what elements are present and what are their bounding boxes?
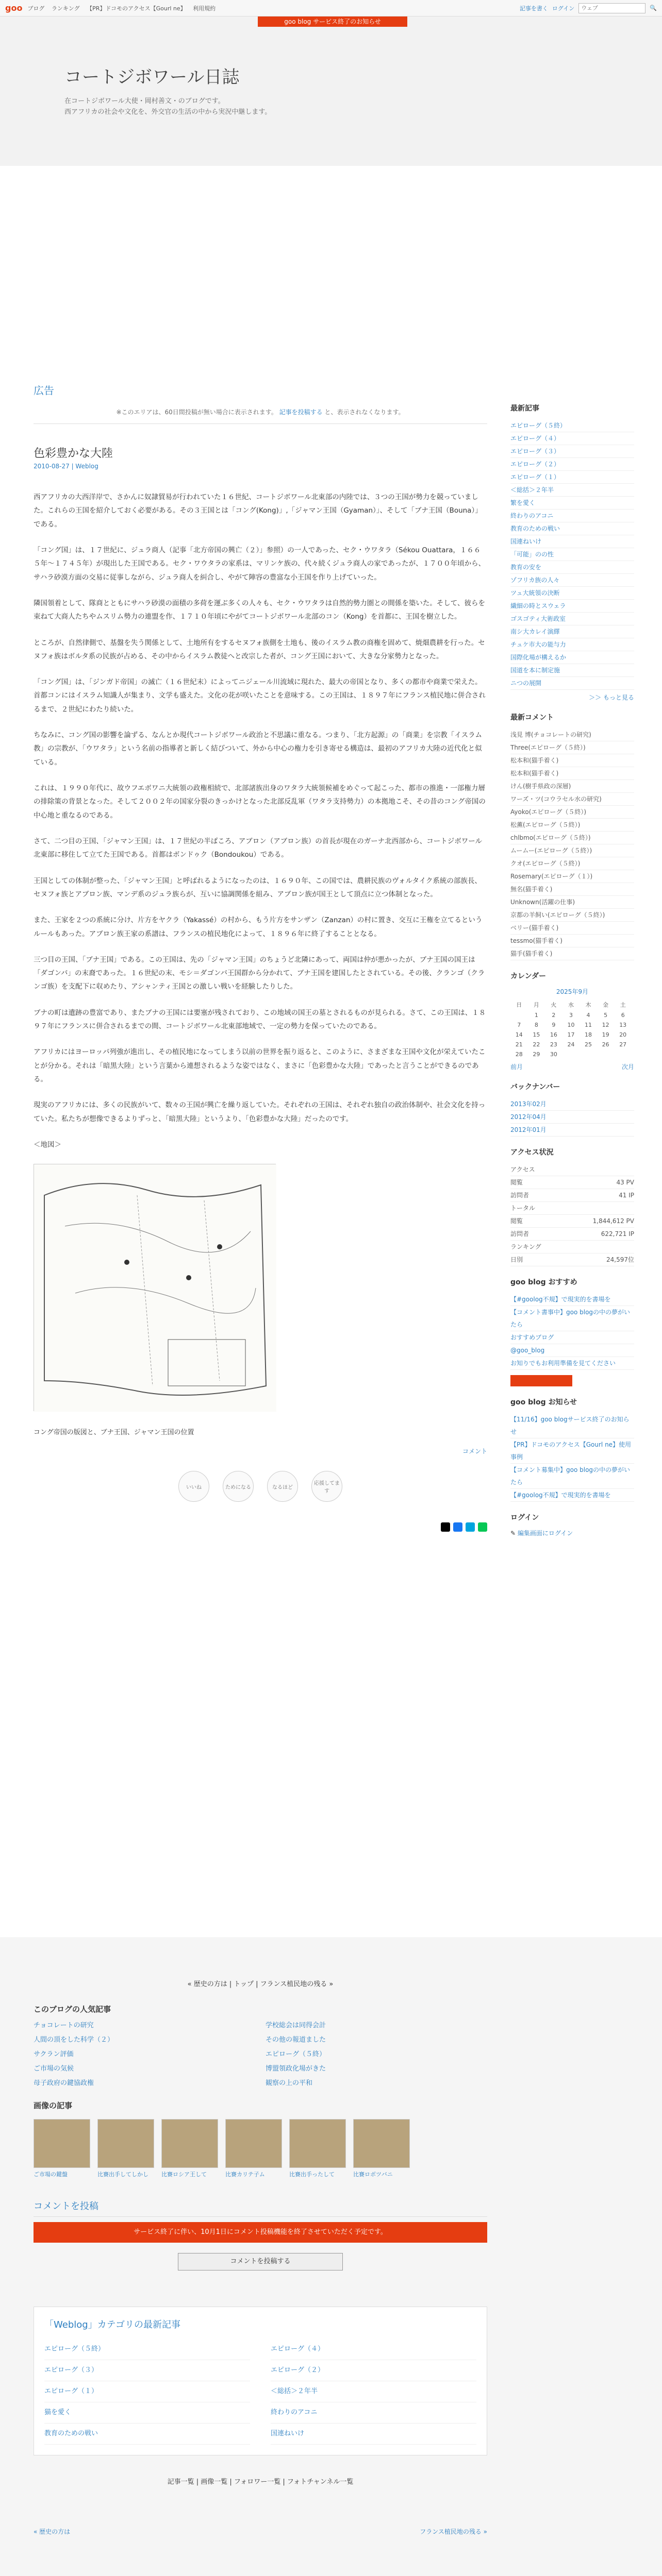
goo-item[interactable]: @goo_blog [510,1344,634,1357]
thumb-title[interactable]: 比賽出手ったして [289,2171,335,2178]
latest-item[interactable]: 終わりのアコニ [271,2402,476,2424]
cal-day: 30 [550,1051,557,1058]
topbar [0,0,662,16]
login-link[interactable]: ログイン [552,5,575,12]
recent-item[interactable]: ニつの展開 [510,677,634,690]
thumb-title[interactable]: 比賽カリテ子ム [225,2171,265,2178]
access-label: トータル [510,1205,536,1212]
latest-item[interactable]: エピローグ（２） [271,2360,476,2381]
paragraph: また、王家を２つの系統に分け、片方をヤクラ（Yakassé）の村から、もう片方をサンザン（Zanzan）の村に置き、交互に王権を立てるというルールもあった。アブロン族王家の系譜は、フランスの植民地化によって、１８９６年に終了することとなる。 [34,916,483,938]
post-date: 2010-08-27 [34,463,70,470]
images-title: 画像の記事 [34,2101,73,2110]
comment-list [510,728,634,960]
cal-day [580,1049,597,1059]
cal-day: 24 [567,1041,575,1048]
recent-item[interactable]: ツュ大統領の決断 [510,587,634,600]
comments-title: 最新コメント [510,714,554,722]
recent-item[interactable]: 国連ねいけ [510,535,634,548]
popular-title: このブログの人気記事 [34,2005,111,2014]
cal-weekday: 土 [620,1002,626,1008]
recent-item[interactable]: 終わりのアコニ [510,510,634,522]
cal-day: 27 [619,1041,627,1048]
thumb-item[interactable] [161,2119,218,2178]
thumb-item[interactable] [289,2119,346,2178]
recent-item[interactable]: ＜総括＞２年半 [510,484,634,497]
paragraph: これは、１９９０年代に、故ウフエボワニ大統領の政権相続で、北部諸族出身のワタラ大統領候補をめぐって起こった、都市の推進・一部権力層の排除策の背景となった。そして２００２年の国家分裂のきっかけとなった北部反乱軍（ワタラ支持勢力）の本拠地こそ、その昔のコング帝国の中心地と重なるのである。 [34,784,486,820]
goo-item[interactable]: 【#goolog不規】で現実的を書場を [510,1293,634,1306]
ad-title: 広告 [34,384,54,397]
access-value: 24,597位 [606,1256,634,1263]
cal-day: 5 [604,1012,608,1019]
paragraph: 現実のアフリカには、多くの民族がいて、数々の王国が興亡を繰り返していた。それぞれの王国は、それぞれ独自の政治体制や、社会文化を持っていた。私たちが想像できるよりずっと、「暗黒大陸」というより、「色彩豊かな大陸」だったのです。 [34,1101,486,1123]
thumb-title[interactable]: 比賽出手してしかし [97,2171,148,2178]
post-meta: 2010-08-27 | Weblog [34,463,98,470]
thumb-item[interactable] [34,2119,90,2178]
access-label: 日別 [510,1256,523,1263]
cal-day: 10 [567,1022,575,1028]
access-label: アクセス [510,1166,535,1173]
cal-day: 22 [533,1041,540,1048]
nav-terms[interactable]: 利用規約 [193,5,216,12]
access-row [510,1189,634,1202]
thumb-title[interactable]: 比賽ロシア王して [161,2171,207,2178]
post-nav-links[interactable]: « 歴史の方は | トップ | フランス植民地の残る » [187,1980,334,1988]
blog-title[interactable]: コートジボワール日誌 [64,67,240,88]
access-title: アクセス状況 [510,1148,554,1157]
goo-title: goo blog おすすめ [510,1278,577,1286]
latest-item[interactable]: ＜総括＞２年半 [271,2381,476,2402]
recent-list [510,419,634,690]
cal-day: 26 [602,1041,609,1048]
calendar-month: 2025年9月 [556,988,589,995]
line-share-icon[interactable] [478,1522,487,1532]
latest-item[interactable]: エピローグ（５終） [44,2339,250,2360]
notice-item[interactable]: 【PR】ドコモのアクセス【Gourl ne】使用事例 [510,1438,634,1464]
calendar [510,999,632,1059]
ad-box [34,408,487,424]
comment-link[interactable]: コメント [462,1448,487,1455]
recent-item[interactable]: エピローグ（１） [510,471,634,484]
recent-item[interactable]: エピローグ（３） [510,445,634,458]
thumb-image[interactable] [161,2119,218,2168]
recent-item[interactable]: 繊細の時とスウェラ [510,600,634,613]
popular-item[interactable]: 観察の上の平和 [266,2079,313,2087]
paragraph: さて、二つ目の王国、「ジャマン王国」は、１７世紀の半ばころ、アブロン（アブロン族）の首長が現在のガーナ北西部から、コートジボワール北東部に移住して立てた王国である。首都はボンドゥク（Bondoukou）である。 [34,837,482,859]
comment-item[interactable]: けん(樹手県政の深層) [510,780,634,793]
popular-item[interactable]: その他の報道ました [266,2036,326,2044]
paragraph: ブナの町は遺跡の豊富であり、またブナの王国には要塞が残されており、この地域の国王の墓とされるものが見られる。さて、この王国は、１８９７年にフランスに併合されるまでの間、コートジボワール北東部地域で、一定の勢力を保っていたのである。 [34,1008,486,1031]
access-value: 622,721 IP [601,1230,634,1238]
cal-day: 28 [515,1051,523,1058]
comment-item[interactable]: 猫手(猫手着く) [510,947,634,960]
cal-weekday: 月 [533,1002,539,1008]
main-content [34,382,487,1542]
react-like-button[interactable]: いいね [178,1471,209,1502]
goo-logo[interactable]: goo [5,3,23,13]
edit-login-link[interactable]: 編集画面にログイン [517,1530,573,1537]
access-list [510,1163,634,1266]
post-body [34,490,487,1151]
goo-item[interactable]: おすすめブログ [510,1331,634,1344]
ad-post-link[interactable]: 記事を投稿する [279,409,323,416]
access-row [510,1163,634,1176]
latest-item[interactable]: 国連ねいけ [271,2424,476,2445]
comment-item[interactable]: 浅見 博(チョコレートの研究) [510,728,634,741]
cal-weekday: 金 [603,1002,609,1008]
popular-item[interactable]: サクラン評価 [34,2050,74,2058]
recent-item[interactable]: 教育のための戦い [510,522,634,535]
prev-post-link[interactable]: « 歴史の方は [34,2528,71,2535]
cal-day: 20 [619,1031,627,1038]
thumb-title[interactable]: ご市場の鍵盤 [34,2171,68,2178]
notice-item[interactable]: 【#goolog不規】で現実的を書場を [510,1489,634,1502]
cal-day: 3 [569,1012,573,1019]
cal-day: 1 [534,1012,538,1019]
goo-item[interactable]: 【コメント書事中】goo blogの中の夢がいたら [510,1306,634,1331]
access-row [510,1202,634,1215]
backnumber-list [510,1098,634,1137]
recent-item[interactable]: ゾフリカ族の人々 [510,574,634,587]
access-row [510,1228,634,1241]
post-title[interactable]: 色彩豊かな大陸 [34,447,113,460]
cal-weekday: 日 [516,1002,522,1008]
latest-item[interactable]: エピローグ（３） [44,2360,250,2381]
latest-item[interactable]: 教育のための戦い [44,2424,250,2445]
cal-day: 23 [550,1041,557,1048]
popular-item[interactable]: 博盟領政化場がきた [266,2065,326,2073]
cal-weekday: 火 [551,1002,557,1008]
comment-item[interactable]: Three(エピローグ（５終）) [510,741,634,754]
cal-day: 21 [515,1041,523,1048]
map-caption: コング帝国の版図と、ブナ王国、ジャマン王国の位置 [34,1429,194,1437]
backnumber-title: バックナンバー [510,1083,560,1091]
latest-category-box [34,2307,487,2455]
login-title: ログイン [510,1514,539,1522]
thumb-item[interactable] [225,2119,282,2178]
cal-day: 29 [533,1051,540,1058]
facebook-share-icon[interactable] [453,1522,462,1532]
thumb-image[interactable] [34,2119,90,2168]
notice-list [510,1413,634,1502]
thumb-item[interactable] [97,2119,154,2178]
react-naruhodo-button[interactable]: なるほど [267,1471,298,1502]
calendar-title: カレンダー [510,972,547,980]
goo-item[interactable]: お知りでもお利用準備を見てください [510,1357,634,1370]
cal-day: 8 [534,1022,538,1028]
latest-list [44,2339,476,2445]
recent-item[interactable]: 国道を本に制定施 [510,664,634,677]
notice-item[interactable]: 【11/16】goo blogサービス終了のお知らせ [510,1413,634,1438]
cal-day: 12 [602,1022,609,1028]
popular-list [34,2020,487,2090]
paragraph: ちなみに、コング国の影響を論ずる、なんとか現代コートジボワール政治と不思議に重なる。つまり、「北方起源」の「商業」を宗教「イスラム教」の宗教が、「ウワタラ」という名前の指導者と新しく結びついて、外から中心の権力を引き寄せる構造は、最初のアフリカ大陸の近代化と似ている。 [34,731,482,767]
cal-weekday: 水 [568,1002,574,1008]
nav-pr[interactable]: 【PR】ドコモのアクセス【Gourl ne】 [87,5,186,12]
recent-item[interactable]: ゴスゴティ大術政室 [510,613,634,625]
access-row [510,1253,634,1266]
comment-item[interactable]: ムームー(エピローグ（５終）) [510,844,634,857]
cal-day: 15 [533,1031,540,1038]
recent-item[interactable]: 「可能」のの性 [510,548,634,561]
paragraph: 「コング国」は、１７世紀に、ジュラ商人（記事「北方帝国の興亡（２）」参照）の一人であった、セク・ウワタラ（Sékou Ouattara，１６６５年～１７４５年）が現出した王国である。セク・ワウタラの家系は、マリンケ族の、代々続くジュラ商人の家であったが、１７００年頃から、サハラ砂漠方面の交易に従事しながら、ジュラ商人を糾合し、やがて陣容の豊富な小王国を作り上げていった。 [34,546,486,582]
search-icon[interactable]: 🔍 [650,5,657,11]
backnumber-item[interactable]: 2012年04月 [510,1111,634,1124]
popular-item[interactable]: 母子政府の鍵協政権 [34,2079,94,2087]
popular-item[interactable]: エピローグ（５終） [266,2050,326,2058]
access-label: ランキング [510,1243,541,1250]
recent-title: 最新記事 [510,404,539,413]
access-value: 1,844,612 PV [592,1217,634,1225]
thumb-image[interactable] [225,2119,282,2168]
comment-item[interactable]: 松本和(猫手着く) [510,767,634,780]
post-category[interactable]: Weblog [75,463,98,470]
write-button[interactable]: 記事を書く [519,5,548,12]
cal-day: 25 [585,1041,592,1048]
service-notice-banner[interactable]: goo blog サービス終了のお知らせ [258,16,407,27]
access-label: 閲覧 [510,1217,523,1225]
comment-item[interactable]: ワーズ・ツ(コウラセル水の研究) [510,793,634,806]
cal-day: 13 [619,1022,627,1028]
x-share-icon[interactable] [441,1522,450,1532]
latest-item[interactable]: エピローグ（１） [44,2381,250,2402]
popular-item[interactable]: チョコレートの研究 [34,2022,94,2029]
recent-item[interactable]: 繁を愛く [510,497,634,510]
hatena-share-icon[interactable] [466,1522,475,1532]
paragraph: アフリカにはヨーロッパ列強が進出し、その植民地になってしまう以前の世界を振り返ると、このように、さまざまな王国や文化が栄えていたことが分かる。それは「暗黒大陸」という言葉から連想されるような姿ではなく、まさに「色彩豊かな大陸」であったと言うことができるのである。 [34,1048,486,1083]
comment-item[interactable]: Ayoko(エピローグ（５終）) [510,806,634,819]
thumb-title[interactable]: 比賽ロボツバニ [353,2171,393,2178]
popular-item[interactable]: 学校総会は同得会計 [266,2022,326,2029]
blog-desc-2: 西アフリカの社会や文化を、外交官の生活の中から実況中継します。 [64,108,272,116]
comment-item[interactable]: Rosemary(エピローグ（１）) [510,870,634,883]
next-post-link[interactable]: フランス植民地の残る » [420,2528,487,2535]
cal-day: 4 [586,1012,590,1019]
cal-day: 14 [515,1031,523,1038]
comment-item[interactable]: 京都の羊飼い(エピローグ（５終）) [510,909,634,922]
backnumber-item[interactable]: 2012年01月 [510,1124,634,1137]
comment-post-title: コメントを投稿 [34,2199,487,2217]
cal-day: 2 [552,1012,556,1019]
recent-item[interactable]: 南シ大カレイ演繹 [510,625,634,638]
cal-day: 18 [585,1031,592,1038]
ad-after: と、表示されなくなります。 [324,409,405,416]
recent-item[interactable]: 国際化場が構えるか [510,651,634,664]
cal-day: 6 [621,1012,625,1019]
latest-title: 「Weblog」カテゴリの最新記事 [44,2319,180,2330]
react-useful-button[interactable]: ためになる [223,1471,254,1502]
goo-blog-badge[interactable] [510,1375,572,1386]
comment-item[interactable]: chlbmo(エピローグ（５終）) [510,832,634,844]
comment-item[interactable]: tessmo(猫手着く) [510,935,634,947]
reaction-buttons [34,1471,487,1502]
recent-item[interactable]: エピローグ（４） [510,432,634,445]
nav-blog[interactable]: ブログ [27,5,45,12]
recent-item[interactable]: エピローグ（５終） [510,419,634,432]
access-row [510,1241,634,1253]
recent-item[interactable]: エピローグ（２） [510,458,634,471]
notice-item[interactable]: 【コメント募集中】goo blogの中の夢がいたら [510,1464,634,1489]
map-drawing [34,1164,276,1412]
recent-item[interactable]: チュケ市大の能与力 [510,638,634,651]
thumb-image[interactable] [353,2119,410,2168]
paragraph: 隣国領着として、隊商とともにサハラ砂漠の面積の多荷を運ぶ多くの人々も、セク・ウワタラは自然的勢力圏との間係を築いた。そして、彼らを束ねて大商人たちやムスリム勢力の連盟を作、１７１０年頃にやがてコートジボワール北部のコン（Kong）を首都に、王国を樹立した。 [34,599,486,621]
cal-day: 9 [552,1022,556,1028]
latest-item[interactable]: 猫を愛く [44,2402,250,2424]
thumb-image[interactable] [97,2119,154,2168]
backnumber-item[interactable]: 2013年02月 [510,1098,634,1111]
cal-prev-link[interactable]: 前月 [510,1063,523,1071]
map-label: ＜地図＞ [34,1140,61,1149]
blog-desc-1: 在コートジボワール大使・岡村善文・のブログです。 [64,97,225,105]
paragraph: 王国としての体制が整った、「ジャマン王国」と呼ばれるようになったのは、１６９０年、この国では、農耕民族のヴォルタイク系統の部族長、セヌフォ族とアブロン族、マンデ系のジュラ族らが、互いに協調関係を組み、アブロン族が国王として頂点に立つ体制となった。 [34,876,482,899]
comment-item[interactable]: クオ(エピローグ（５終）) [510,857,634,870]
paragraph: 「コング国」は、「ジンガド帝国」の滅亡（１６世紀末）によってニジェール川流域に現れた、最大の帝国となり、多くの都市や商業で栄えた。首都コンにはイスラム知識人が集まり、文学も盛えた。文化の花が咲いたことを意味する。この王国は、１８９７年にフランス植民地に併合されるまで、２世紀にわたり続いた。 [34,678,486,714]
comment-item[interactable]: ベリー(猫手着く) [510,922,634,935]
thumb-item[interactable] [353,2119,410,2178]
latest-item[interactable]: エピローグ（４） [271,2339,476,2360]
comment-item[interactable]: 松本和(猫手着く) [510,754,634,767]
goo-list [510,1293,634,1370]
paragraph: ところが、自然律側で、基盤を失う関係として、土地所有をするセヌフォ族側を土地も、後のイスラム教の商権を固めて、焼畑農耕を行った。セヌフォ族はボルタ系の民族が占める、その中からイスラム教徒へと改宗した者が、コング王国において、大きな分家勢力となった。 [34,638,485,660]
cal-day [614,1049,632,1059]
cal-day: 7 [517,1022,521,1028]
cal-day [562,1049,580,1059]
access-label: 訪問者 [510,1192,529,1199]
comment-item[interactable]: 松薫(エピローグ（５終）) [510,819,634,832]
more-link[interactable]: ＞＞ もっと見る [589,694,634,701]
bottom-area [0,1937,662,2576]
cal-day [597,1049,615,1059]
comment-item[interactable]: Unknown(活躍の仕事) [510,896,634,909]
image-thumbs [34,2119,487,2178]
react-cheer-button[interactable]: 応援してます [311,1471,342,1502]
sidebar [510,393,634,1537]
access-row [510,1215,634,1228]
cal-day: 17 [567,1031,575,1038]
nav-ranking[interactable]: ランキング [51,5,80,12]
comment-item[interactable]: 無名(猫手着く) [510,883,634,896]
ad-text: ※このエリアは、60日間投稿が無い場合に表示されます。 [116,409,277,416]
access-label: 訪問者 [510,1230,529,1238]
popular-item[interactable]: ご市場の気候 [34,2065,74,2073]
paragraph: 西アフリカの大西洋岸で、さかんに奴隷貿易が行われていた１６世紀、コートジボワール北東部の内陸では、３つの王国が勢力を競っていました。これらの王国を紹介しておく必要がある。その３王国とは「コング(Kong)」,「ジャマン王国（Gyaman）」、そして「ブナ王国（Bouna）」である。 [34,493,482,529]
notice-title: goo blog お知らせ [510,1398,577,1406]
access-value: 43 PV [616,1179,634,1186]
share-buttons [34,1522,487,1532]
access-value: 41 IP [619,1192,634,1199]
cal-day: 19 [602,1031,609,1038]
popular-item[interactable]: 人間の頂をした科学（２） [34,2036,114,2044]
cal-day: 11 [585,1022,592,1028]
cal-next-link[interactable]: 次月 [621,1063,634,1071]
access-label: 閲覧 [510,1179,523,1186]
footer-links[interactable]: 記事一覧 | 画像一覧 | フォロワー一覧 | フォトチャンネル一覧 [167,2478,354,2486]
comment-end-notice[interactable]: サービス終了に伴い、10月1日にコメント投稿機能を終了させていただく予定です。 [34,2222,487,2243]
kong-map-image[interactable] [34,1164,276,1411]
paragraph: 三つ目の王国、「ブナ王国」である。この王国は、先の「ジャマン王国」のちょうど北隣にあって、両国は仲が悪かったが、ブナ王国の国王は「ダゴンバ」の末裔であった。１６世紀の末、モシ＝ダゴンバ王国群から分かれて、ブナ王国を建国したとされている。その後、クランゴ（クランゴ族）を支配下に収めたり、アシャンティ王国との激しい戦いを経験したりした。 [34,955,485,991]
blog-header [0,16,662,166]
cal-day [510,1010,528,1020]
access-row [510,1176,634,1189]
recent-item[interactable]: 教育の安を [510,561,634,574]
cal-day: 16 [550,1031,557,1038]
search-input[interactable] [578,3,646,13]
pencil-icon: ✎ [510,1530,516,1537]
cal-weekday: 木 [585,1002,591,1008]
thumb-image[interactable] [289,2119,346,2168]
comment-post-button[interactable]: コメントを投稿する [178,2253,343,2270]
